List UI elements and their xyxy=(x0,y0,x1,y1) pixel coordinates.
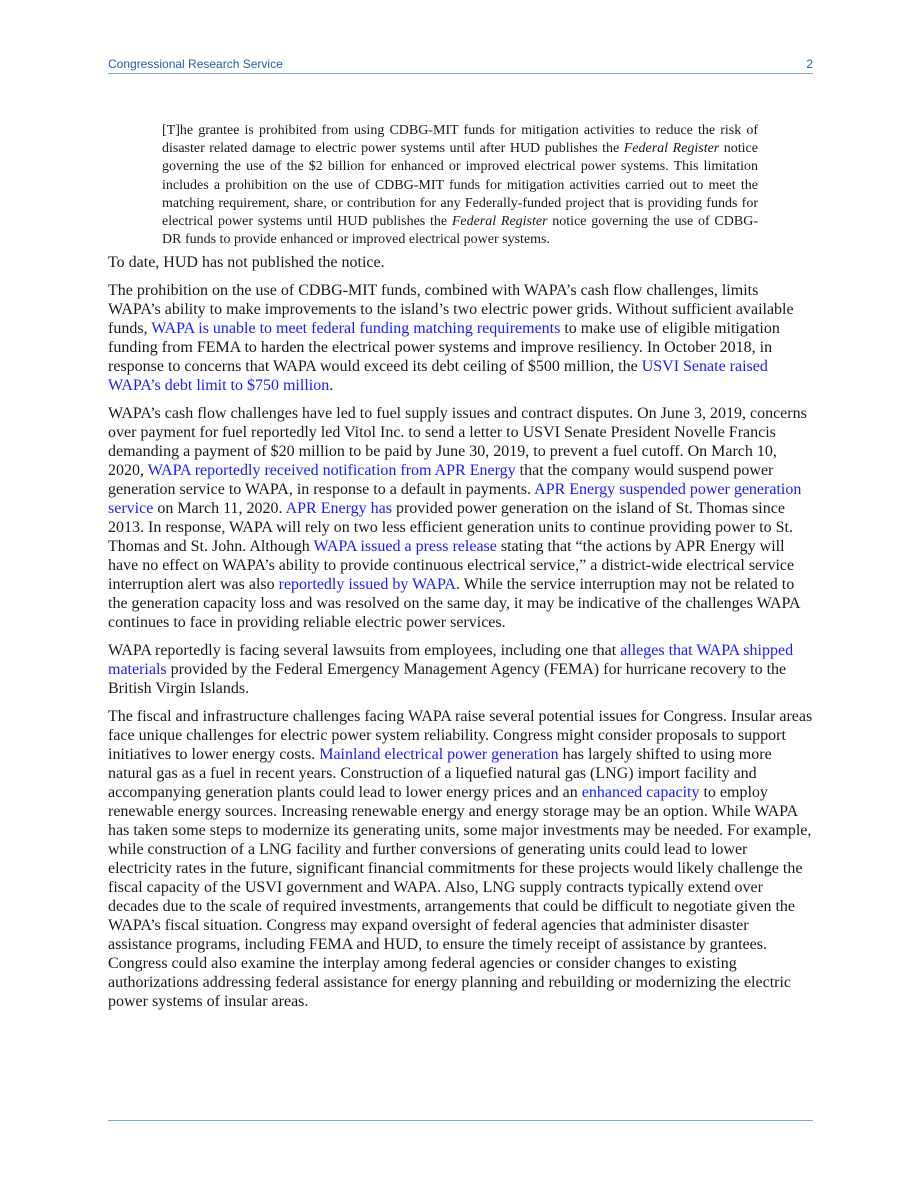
header-rule xyxy=(108,73,813,74)
link-apr-energy-has[interactable]: APR Energy has xyxy=(285,500,392,517)
link-apr-notification[interactable]: WAPA reportedly received notification from APR Energy xyxy=(147,462,516,479)
link-matching-requirements[interactable]: WAPA is unable to meet federal funding matching requirements xyxy=(151,320,561,337)
quote-text: notice governing the use of CDBG-DR funds to provide enhanced or improved electrical power systems. xyxy=(162,214,758,248)
paragraph-congress-issues: The fiscal and infrastructure challenges facing WAPA raise several potential issues for Congress. Insular areas face unique challenges for electric power system reliability. Congress might consider proposals to support initiatives to lower energy costs. Mainland electrical power generation has largely shifted to using more natural gas as a fuel in recent years. Construction of a liquefied natural gas (LNG) import facility and accompanying generation plants could lead to lower energy prices and an enhanced capacity to employ renewable energy sources. Increasing renewable energy and energy storage may be an option. While WAPA has taken some steps to modernize its generating units, some major investments may be needed. For example, while construction of a LNG facility and further conversions of generating units could lead to lower electricity rates in the future, significant financial commitments for these projects would likely challenge the fiscal capacity of the USVI government and WAPA. Also, LNG supply contracts typically extend over decades due to the scale of required investments, arrangements that could be difficult to negotiate given the WAPA’s fiscal situation. Congress may expand oversight of federal agencies that administer disaster assistance programs, including FEMA and HUD, to ensure the timely receipt of assistance by grantees. Congress could also examine the interplay among federal agencies or consider changes to existing authorizations addressing federal assistance for energy planning and rebuilding or modernizing the electric power systems of insular areas. xyxy=(108,708,813,1010)
body-text xyxy=(108,253,814,1020)
link-press-release[interactable]: WAPA issued a press release xyxy=(313,538,497,555)
page-header xyxy=(108,57,813,71)
paragraph-funding-limits: The prohibition on the use of CDBG-MIT funds, combined with WAPA’s cash flow challenges, limits WAPA’s ability to make improvements to the island’s two electric power grids. Without sufficient available funds, WAPA is unable to meet federal funding matching requirements to make use of eligible mitigation funding from FEMA to harden the electrical power systems and improve resiliency. In October 2018, in response to concerns that WAPA would exceed its debt ceiling of $500 million, the USVI Senate raised WAPA’s debt limit to $750 million. xyxy=(108,282,794,394)
quote-emphasis: Federal Register xyxy=(451,214,548,230)
link-shipped-materials[interactable]: alleges that WAPA shipped materials xyxy=(108,642,794,678)
paragraph-cash-flow: WAPA’s cash flow challenges have led to fuel supply issues and contract disputes. On June 3, 2019, concerns over payment for fuel reportedly led Vitol Inc. to send a letter to USVI Senate President Novelle Francis demanding a payment of $20 million to be paid by June 30, 2019, to prevent a fuel cutoff. On March 10, 2020, WAPA reportedly received notification from APR Energy that the company would suspend power generation service to WAPA, in response to a default in payments. APR Energy suspended power generation service on March 11, 2020. APR Energy has provided power generation on the island of St. Thomas since 2013. In response, WAPA will rely on two less efficient generation units to continue providing power to St. Thomas and St. John. Although WAPA issued a press release stating that “the actions by APR Energy will have no effect on WAPA’s ability to provide continuous electrical service,” a district-wide electrical service interruption alert was also reportedly issued by WAPA. While the service interruption may not be related to the generation capacity loss and was resolved on the same day, it may be indicative of the challenges WAPA continues to face in providing reliable electric power services. xyxy=(108,405,807,631)
quote-text: notice governing the use of the $2 billion for enhanced or improved electrical power systems. This limitation includes a prohibition on the use of CDBG-MIT funds for mitigation activities carried out to meet the matching requirement, share, or contribution for any Federally-funded project that is providing funds for electrical power systems until HUD publishes the xyxy=(162,141,758,230)
link-debt-limit[interactable]: USVI Senate raised WAPA’s debt limit to $750 million xyxy=(108,358,768,394)
link-enhanced-capacity[interactable]: enhanced capacity xyxy=(581,784,700,801)
quote-text: [T]he grantee is prohibited from using CDBG-MIT funds for mitigation activities to reduce the risk of disaster related damage to electric power systems until after HUD publishes the xyxy=(162,123,758,157)
page-number: 2 xyxy=(806,57,813,71)
link-issued-by-wapa[interactable]: reportedly issued by WAPA xyxy=(278,576,456,593)
footer-rule xyxy=(108,1120,813,1121)
paragraph-hud-notice: To date, HUD has not published the notice. xyxy=(108,254,385,271)
paragraph-lawsuits: WAPA reportedly is facing several lawsuits from employees, including one that alleges that WAPA shipped materials provided by the Federal Emergency Management Agency (FEMA) for hurricane recovery to the British Virgin Islands. xyxy=(108,642,794,697)
link-apr-suspended[interactable]: APR Energy suspended power generation service xyxy=(108,481,802,517)
header-title: Congressional Research Service xyxy=(108,57,283,71)
quote-emphasis: Federal Register xyxy=(623,141,720,157)
link-mainland-generation[interactable]: Mainland electrical power generation xyxy=(319,746,559,763)
block-quote xyxy=(162,122,758,249)
